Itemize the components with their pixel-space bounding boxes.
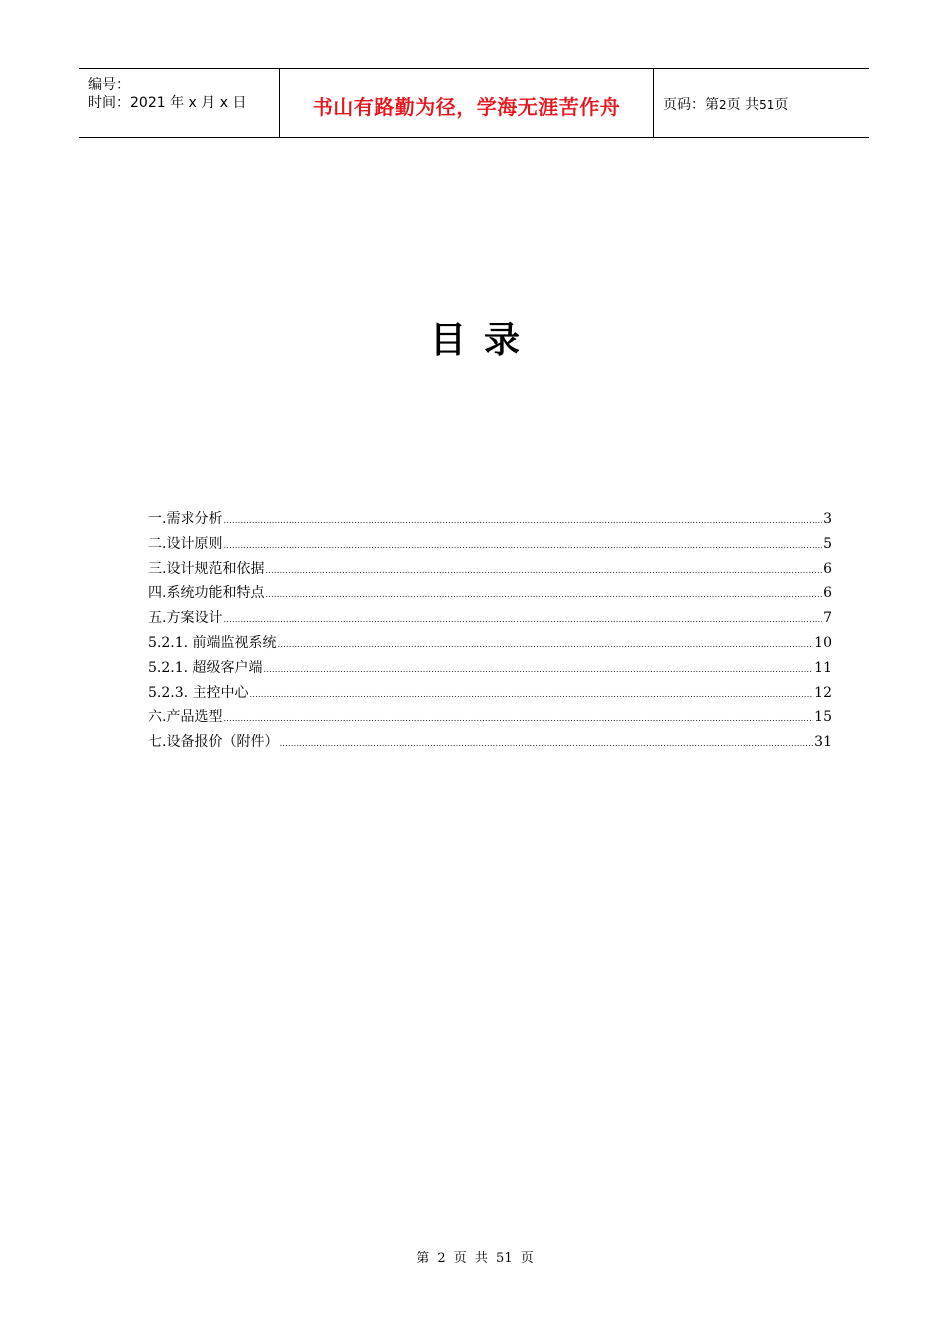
header-meta-cell <box>79 69 280 137</box>
toc-entry[interactable] <box>148 534 832 559</box>
toc-entry-label: 五.方案设计 <box>148 610 223 627</box>
toc-leader-dots <box>279 734 813 754</box>
toc-leader-dots <box>223 610 822 630</box>
header-motto-cell <box>280 69 654 137</box>
toc-entry-page: 3 <box>823 511 832 527</box>
toc-entry[interactable] <box>148 583 832 608</box>
toc-entry-label: 二.设计原则 <box>148 535 223 552</box>
toc-entry-page: 6 <box>823 560 832 577</box>
toc-entry[interactable] <box>148 658 832 683</box>
toc-entry-label: 5.2.1. 超级客户端 <box>148 659 263 676</box>
toc-entry-label: 5.2.3. 主控中心 <box>148 684 249 701</box>
page-header <box>79 68 869 138</box>
toc-entry[interactable] <box>148 707 832 732</box>
page-footer: 第 2 页 共 51 页 <box>416 1251 534 1266</box>
toc-entry[interactable] <box>148 633 832 658</box>
header-page-number: 页码：第2页 共51页 <box>663 97 789 113</box>
toc-entry-label: 四.系统功能和特点 <box>148 585 265 602</box>
document-time-label: 时间：2021 年 x 月 x 日 <box>88 95 247 111</box>
table-of-contents <box>148 509 832 757</box>
toc-entry[interactable] <box>148 559 832 584</box>
header-page-cell <box>654 69 869 137</box>
toc-leader-dots <box>250 685 814 705</box>
toc-entry-page: 15 <box>814 709 832 726</box>
header-motto: 书山有路勤为径，学海无涯苦作舟 <box>312 95 621 119</box>
toc-entry-label: 七.设备报价（附件） <box>148 734 279 751</box>
toc-entry-label: 三.设计规范和依据 <box>148 560 265 577</box>
toc-leader-dots <box>223 511 822 531</box>
toc-entry[interactable] <box>148 732 832 757</box>
toc-entry-page: 11 <box>814 659 832 676</box>
toc-entry[interactable] <box>148 509 832 534</box>
toc-leader-dots <box>264 660 814 680</box>
toc-entry-page: 12 <box>814 684 832 701</box>
toc-entry-page: 6 <box>823 585 832 602</box>
toc-leader-dots <box>223 709 813 729</box>
toc-leader-dots <box>223 536 822 556</box>
toc-leader-dots <box>265 585 822 605</box>
toc-entry[interactable] <box>148 608 832 633</box>
toc-entry-page: 31 <box>814 734 832 751</box>
toc-title: 目录 <box>429 319 538 361</box>
toc-entry-page: 5 <box>823 535 832 552</box>
toc-leader-dots <box>278 635 814 655</box>
toc-entry-page: 10 <box>814 634 832 651</box>
toc-entry-label: 一.需求分析 <box>148 511 223 527</box>
toc-entry[interactable] <box>148 683 832 708</box>
toc-leader-dots <box>265 561 822 581</box>
toc-entry-label: 5.2.1. 前端监视系统 <box>148 634 277 651</box>
toc-entry-label: 六.产品选型 <box>148 709 223 726</box>
document-number-label: 编号： <box>88 77 130 93</box>
toc-entry-page: 7 <box>823 610 832 627</box>
